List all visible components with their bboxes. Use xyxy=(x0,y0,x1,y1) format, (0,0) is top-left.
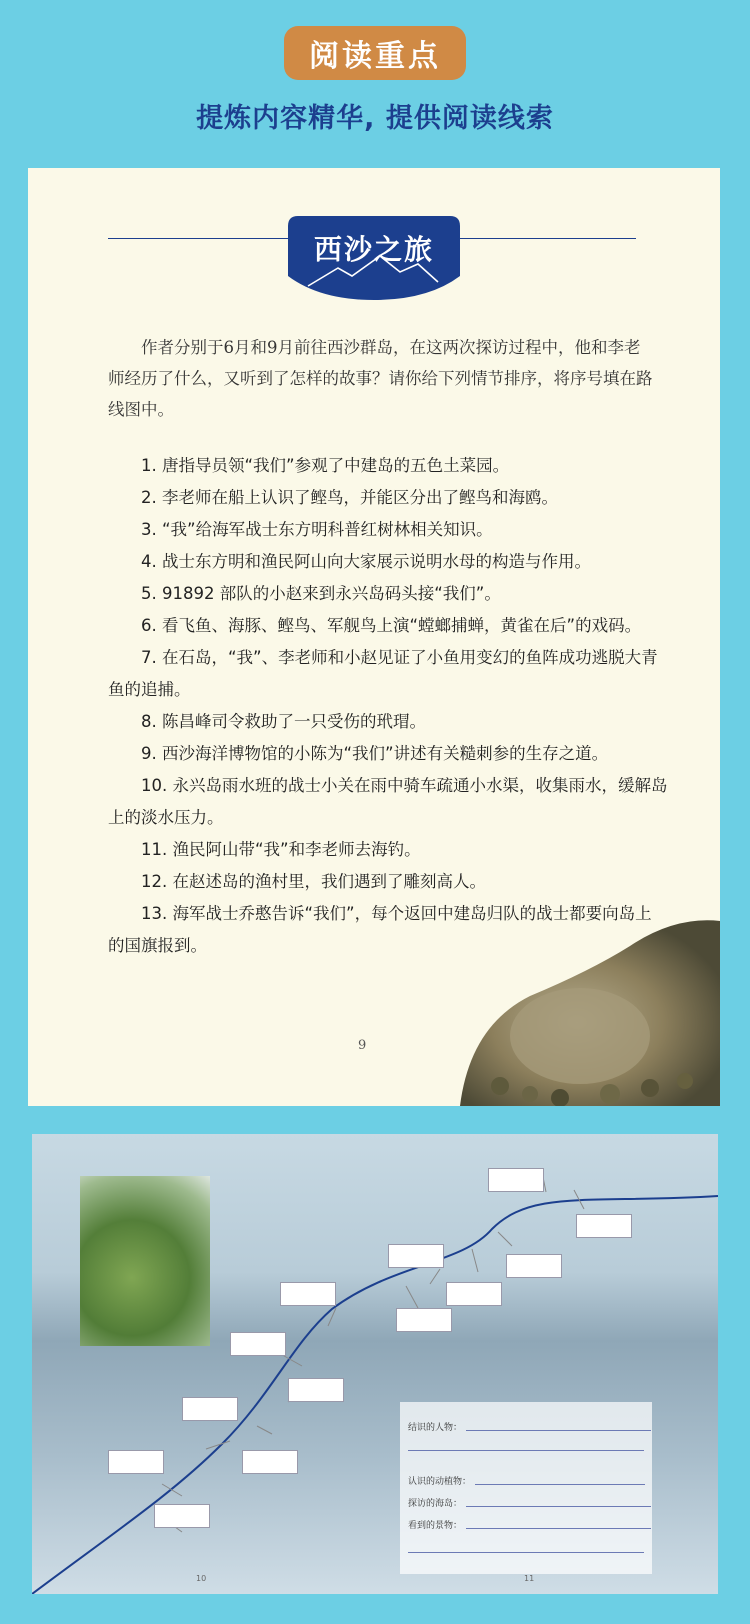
animals-line[interactable] xyxy=(475,1477,645,1485)
animals-label: 认识的动植物： xyxy=(408,1477,472,1487)
scenery-line[interactable] xyxy=(466,1521,651,1529)
chapter-title: 西沙之旅 xyxy=(313,233,434,266)
page-number: 9 xyxy=(358,1038,367,1053)
list-item: 8. 陈昌峰司令救助了一只受伤的玳瑁。 xyxy=(141,712,426,731)
answer-box[interactable] xyxy=(396,1308,452,1332)
route-map-page xyxy=(32,1134,718,1594)
event-list xyxy=(108,450,668,962)
people-label: 结识的人物： xyxy=(408,1423,463,1433)
list-item: 7. 在石岛，“我”、李老师和小赵见证了小鱼用变幻的鱼阵成功逃脱大青鱼的追捕。 xyxy=(108,648,658,699)
section-subtitle: 提炼内容精华, 提供阅读线索 xyxy=(196,103,554,134)
answer-box[interactable] xyxy=(288,1378,344,1402)
answer-box[interactable] xyxy=(242,1450,298,1474)
page-number-left: 10 xyxy=(196,1574,207,1583)
scenery-line-2[interactable] xyxy=(408,1552,644,1553)
answer-box[interactable] xyxy=(488,1168,544,1192)
chapter-title-badge xyxy=(288,216,460,300)
animals-row xyxy=(408,1474,645,1487)
list-item: 9. 西沙海洋博物馆的小陈为“我们”讲述有关糙刺参的生存之道。 xyxy=(141,744,609,763)
book-page-left xyxy=(28,168,720,1106)
people-line[interactable] xyxy=(466,1423,651,1431)
islands-row xyxy=(408,1496,651,1509)
intro-paragraph: 作者分别于6月和9月前往西沙群岛，在这两次探访过程中，他和李老师经历了什么，又听到了怎样的故事？请你给下列情节排序，将序号填在路线图中。 xyxy=(108,338,653,419)
list-item: 3. “我”给海军战士东方明科普红树林相关知识。 xyxy=(141,520,493,539)
section-badge: 阅读重点 xyxy=(284,26,466,80)
answer-box[interactable] xyxy=(506,1254,562,1278)
list-item: 6. 看飞鱼、海豚、鲣鸟、军舰鸟上演“螳螂捕蝉，黄雀在后”的戏码。 xyxy=(141,616,642,635)
answer-box[interactable] xyxy=(182,1397,238,1421)
answer-box[interactable] xyxy=(576,1214,632,1238)
title-rule-left xyxy=(108,238,318,239)
list-item: 1. 唐指导员领“我们”参观了中建岛的五色土菜园。 xyxy=(141,456,510,475)
list-item: 10. 永兴岛雨水班的战士小关在雨中骑车疏通小水渠，收集雨水，缓解岛上的淡水压力。 xyxy=(108,776,668,827)
people-line-2[interactable] xyxy=(408,1450,644,1451)
list-item: 4. 战士东方明和渔民阿山向大家展示说明水母的构造与作用。 xyxy=(141,552,591,571)
list-item: 5. 91892 部队的小赵来到永兴岛码头接“我们”。 xyxy=(141,584,501,603)
answer-box[interactable] xyxy=(154,1504,210,1528)
list-item: 13. 海军战士乔憨告诉“我们”，每个返回中建岛归队的战士都要向岛上的国旗报到。 xyxy=(108,904,652,955)
answer-box[interactable] xyxy=(230,1332,286,1356)
seashell-rock-image xyxy=(460,916,720,1106)
page-number-right: 11 xyxy=(524,1574,535,1583)
people-row xyxy=(408,1420,651,1433)
answer-box[interactable] xyxy=(280,1282,336,1306)
scenery-row xyxy=(408,1518,651,1531)
scenery-label: 看到的景物： xyxy=(408,1521,463,1531)
list-item: 12. 在赵述岛的渔村里，我们遇到了雕刻高人。 xyxy=(141,872,486,891)
islands-label: 探访的海岛： xyxy=(408,1499,463,1509)
answer-box[interactable] xyxy=(108,1450,164,1474)
list-item: 11. 渔民阿山带“我”和李老师去海钓。 xyxy=(141,840,421,859)
answer-box[interactable] xyxy=(388,1244,444,1268)
answer-box[interactable] xyxy=(446,1282,502,1306)
info-panel xyxy=(400,1402,652,1574)
islands-line[interactable] xyxy=(466,1499,651,1507)
list-item: 2. 李老师在船上认识了鲣鸟，并能区分出了鲣鸟和海鸥。 xyxy=(141,488,558,507)
title-rule-right xyxy=(436,238,636,239)
